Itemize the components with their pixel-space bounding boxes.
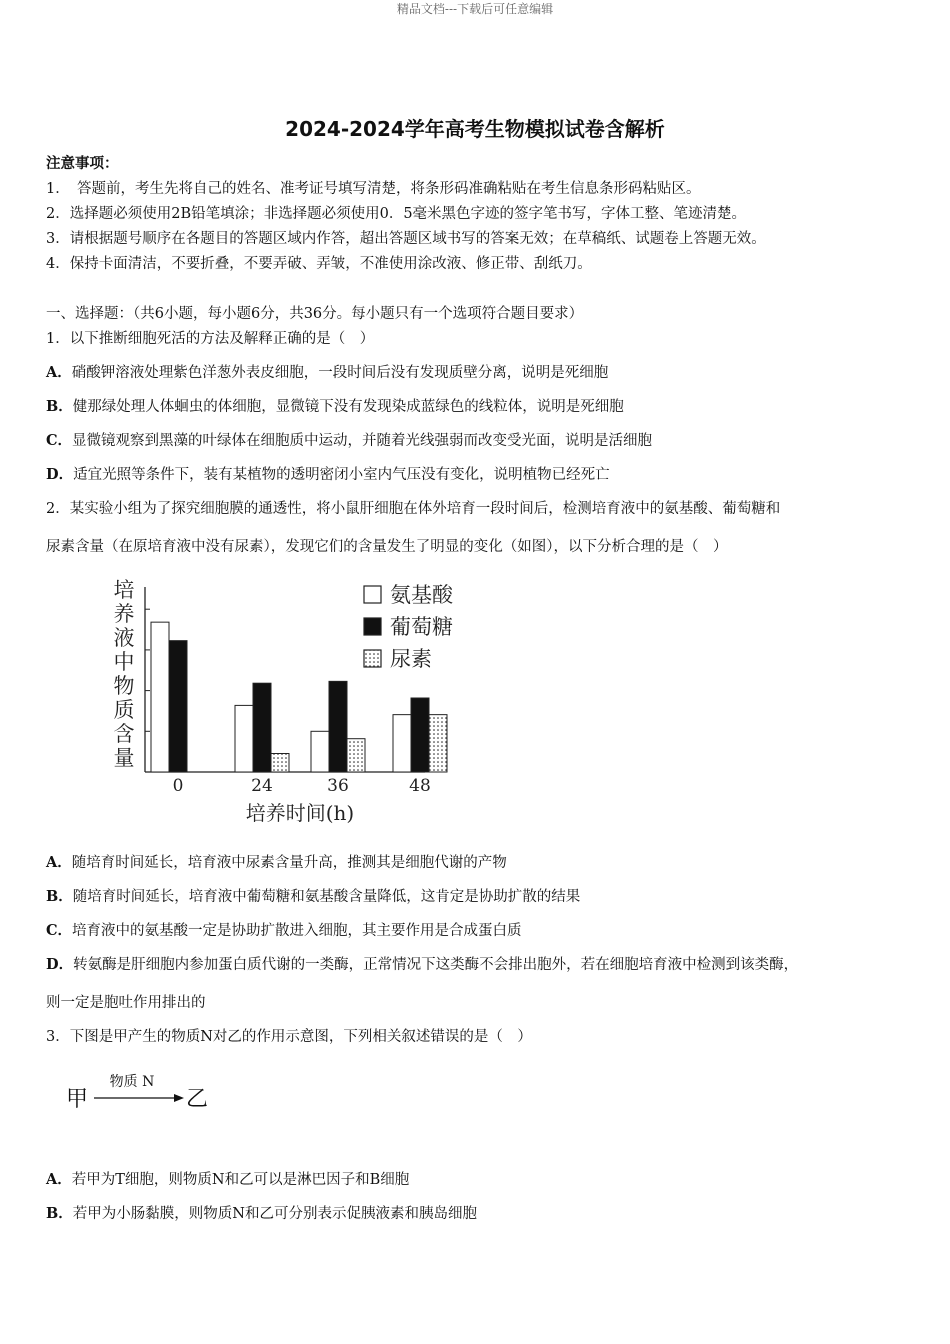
q1-stem: 1．以下推断细胞死活的方法及解释正确的是（ ）: [46, 331, 375, 347]
y-axis-label-char: 培: [113, 578, 135, 602]
option-text: 转氨酶是肝细胞内参加蛋白质代谢的一类酶，正常情况下这类酶不会排出胞外，若在细胞培育液中检测到该类酶，: [73, 957, 799, 973]
option-text: 若甲为小肠黏膜，则物质N和乙可分别表示促胰液素和胰岛细胞: [72, 1206, 477, 1222]
q1-option-d: [46, 463, 610, 484]
option-letter: B．: [46, 398, 73, 415]
q3-diagram: [64, 1066, 224, 1116]
y-axis-label-char: 液: [113, 626, 135, 650]
section-heading: 一、选择题：（共6小题，每小题6分，共36分。每小题只有一个选项符合题目要求）: [46, 306, 584, 322]
bar-chart: [100, 572, 480, 834]
bar-尿素-48: [429, 715, 447, 772]
option-letter: B．: [46, 888, 73, 905]
notice-item: 2．选择题必须使用2B铅笔填涂；非选择题必须使用0．5毫米黑色字迹的签字笔书写，字体工整、笔迹清楚。: [46, 206, 747, 222]
bar-氨基酸-24: [235, 705, 253, 772]
option-text: 显微镜观察到黑藻的叶绿体在细胞质中运动，并随着光线强弱而改变受光面，说明是活细胞: [72, 433, 653, 449]
bar-葡萄糖-36: [329, 681, 347, 772]
option-text: 随培育时间延长，培育液中尿素含量升高，推测其是细胞代谢的产物: [71, 855, 507, 871]
option-letter: C．: [46, 922, 73, 939]
y-axis-label-char: 质: [113, 698, 135, 722]
bar-葡萄糖-0: [169, 641, 187, 772]
chart-legend: [364, 583, 454, 671]
option-letter: A．: [46, 364, 72, 381]
q1-option-b: [46, 395, 624, 416]
option-text: 硝酸钾溶液处理紫色洋葱外表皮细胞，一段时间后没有发现质壁分离，说明是死细胞: [71, 365, 609, 381]
option-letter: D．: [46, 466, 74, 483]
option-text: 健那绿处理人体蛔虫的体细胞，显微镜下没有发现染成蓝绿色的线粒体，说明是死细胞: [72, 399, 624, 415]
page-title: 2024-2024学年高考生物模拟试卷含解析: [285, 117, 665, 141]
q2-option-a: [46, 851, 507, 872]
option-text: 适宜光照等条件下，装有某植物的透明密闭小室内气压没有变化，说明植物已经死亡: [73, 467, 610, 483]
notice-item: 1． 答题前，考生先将自己的姓名、准考证号填写清楚，将条形码准确粘贴在考生信息条形码粘贴区。: [46, 181, 701, 197]
legend-label: 葡萄糖: [390, 615, 453, 639]
q2-stem-line1: 2．某实验小组为了探究细胞膜的通透性，将小鼠肝细胞在体外培育一段时间后，检测培育液中的氨基酸、葡萄糖和: [46, 501, 781, 517]
legend-label: 尿素: [390, 647, 432, 671]
q1-option-a: [46, 361, 608, 382]
q2-option-d: [46, 953, 798, 974]
y-axis-label-char: 养: [113, 602, 135, 626]
x-axis-label: 培养时间(h): [245, 801, 355, 825]
option-letter: C．: [46, 432, 73, 449]
x-tick-labels: [173, 776, 431, 796]
y-axis-label-char: 物: [113, 674, 135, 698]
legend-swatch-葡萄糖: [364, 618, 381, 635]
bar-尿素-24: [271, 754, 289, 773]
x-tick-label: 48: [409, 776, 431, 796]
diagram-left-label: 甲: [66, 1087, 89, 1112]
y-axis-label-char: 含: [113, 722, 135, 746]
option-text: 若甲为T细胞，则物质N和乙可以是淋巴因子和B细胞: [71, 1172, 410, 1188]
bar-尿素-36: [347, 739, 365, 772]
diagram-arrow-label: 物质 N: [109, 1074, 155, 1090]
legend-swatch-氨基酸: [364, 586, 381, 603]
q3-option-a: [46, 1168, 409, 1189]
q1-option-c: [46, 429, 652, 450]
x-tick-label: 36: [327, 776, 349, 796]
bar-葡萄糖-48: [411, 698, 429, 772]
x-tick-label: 24: [251, 776, 273, 796]
option-letter: A．: [46, 1171, 72, 1188]
diagram-right-label: 乙: [186, 1087, 209, 1112]
chart-bars: [151, 622, 447, 772]
option-text: 培育液中的氨基酸一定是协助扩散进入细胞，其主要作用是合成蛋白质: [72, 923, 522, 939]
notice-item: 3．请根据题号顺序在各题目的答题区域内作答，超出答题区域书写的答案无效；在草稿纸、试题卷上答题无效。: [46, 231, 766, 247]
diagram-arrow-head: [174, 1094, 184, 1102]
option-letter: A．: [46, 854, 72, 871]
q2-option-c: [46, 919, 522, 940]
x-tick-label: 0: [172, 776, 184, 796]
bar-氨基酸-36: [311, 731, 329, 772]
legend-label: 氨基酸: [390, 583, 453, 607]
bar-氨基酸-0: [151, 622, 169, 772]
q2-stem-line2: 尿素含量（在原培育液中没有尿素），发现它们的含量发生了明显的变化（如图），以下分析合理的是（ ）: [46, 539, 728, 555]
legend-swatch-尿素: [364, 650, 381, 667]
q2-option-b: [46, 885, 580, 906]
y-axis-label: [114, 578, 135, 770]
q2-option-d-continued: 则一定是胞吐作用排出的: [46, 995, 206, 1011]
notice-item: 4．保持卡面清洁，不要折叠，不要弄破、弄皱，不准使用涂改液、修正带、刮纸刀。: [46, 256, 592, 272]
option-letter: B．: [46, 1205, 73, 1222]
bar-葡萄糖-24: [253, 683, 271, 772]
header-note: 精品文档---下载后可任意编辑: [396, 2, 554, 16]
y-axis-label-char: 中: [113, 650, 135, 674]
option-text: 随培育时间延长，培育液中葡萄糖和氨基酸含量降低，这肯定是协助扩散的结果: [72, 889, 581, 905]
notice-heading: 注意事项：: [46, 155, 119, 172]
option-letter: D．: [46, 956, 74, 973]
bar-氨基酸-48: [393, 715, 411, 772]
y-axis-label-char: 量: [113, 746, 135, 770]
q3-option-b: [46, 1202, 477, 1223]
q3-stem: 3．下图是甲产生的物质N对乙的作用示意图，下列相关叙述错误的是（ ）: [46, 1029, 532, 1045]
